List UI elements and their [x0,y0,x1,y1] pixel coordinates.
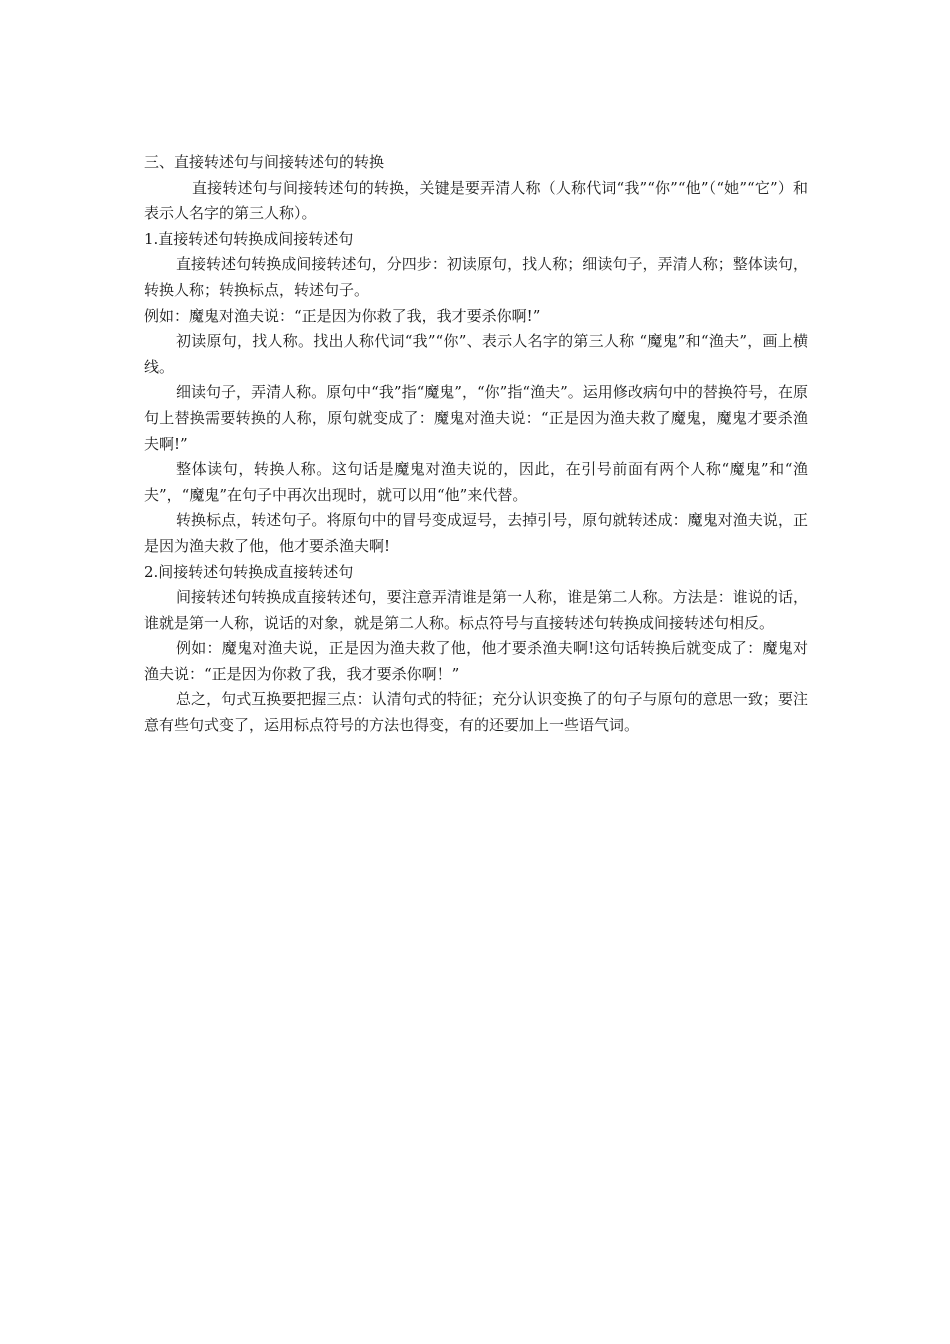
subsection-2-title: 2.间接转述句转换成直接转述句 [144,562,354,581]
example-2: 例如：魔鬼对渔夫说，正是因为渔夫救了他，他才要杀渔夫啊!这句话转换后就变成了：魔鬼对渔夫说：“正是因为你救了我，我才要杀你啊！” [144,639,808,683]
step-4-paragraph: 转换标点，转述句子。将原句中的冒号变成逗号，去掉引号，原句就转述成：魔鬼对渔夫说，正是因为渔夫救了他，他才要杀渔夫啊! [144,511,808,555]
example-1: 例如：魔鬼对渔夫说：“正是因为你救了我，我才要杀你啊!” [144,306,541,325]
step-1-paragraph: 初读原句，找人称。找出人称代词“我”“你”、表示人名字的第三人称 “魔鬼”和“渔夫”，画上横线。 [144,332,808,376]
steps-paragraph: 直接转述句转换成间接转述句，分四步：初读原句，找人称；细读句子，弄清人称；整体读句，转换人称；转换标点，转述句子。 [144,255,808,299]
step-2-paragraph: 细读句子，弄清人称。原句中“我”指“魔鬼”，“你”指“渔夫”。运用修改病句中的替换符号，在原句上替换需要转换的人称，原句就变成了：魔鬼对渔夫说：“正是因为渔夫救了魔鬼，魔鬼才要杀渔夫啊!” [144,383,808,453]
subsection-1-title: 1.直接转述句转换成间接转述句 [144,229,354,248]
step-3-paragraph: 整体读句，转换人称。这句话是魔鬼对渔夫说的，因此，在引号前面有两个人称“魔鬼”和“渔夫”，“魔鬼”在句子中再次出现时，就可以用“他”来代替。 [144,460,808,504]
document-body [144,150,808,739]
method-paragraph: 间接转述句转换成直接转述句，要注意弄清谁是第一人称，谁是第二人称。方法是：谁说的话，谁就是第一人称，说话的对象，就是第二人称。标点符号与直接转述句转换成间接转述句相反。 [144,588,808,632]
section-title: 三、直接转述句与间接转述句的转换 [144,153,385,171]
summary-paragraph: 总之，句式互换要把握三点：认清句式的特征；充分认识变换了的句子与原句的意思一致；要注意有些句式变了，运用标点符号的方法也得变，有的还要加上一些语气词。 [144,690,808,735]
intro-paragraph: 直接转述句与间接转述句的转换，关键是要弄清人称（人称代词“我”“你”“他”（“她”“它”）和表示人名字的第三人称）。 [144,178,808,223]
